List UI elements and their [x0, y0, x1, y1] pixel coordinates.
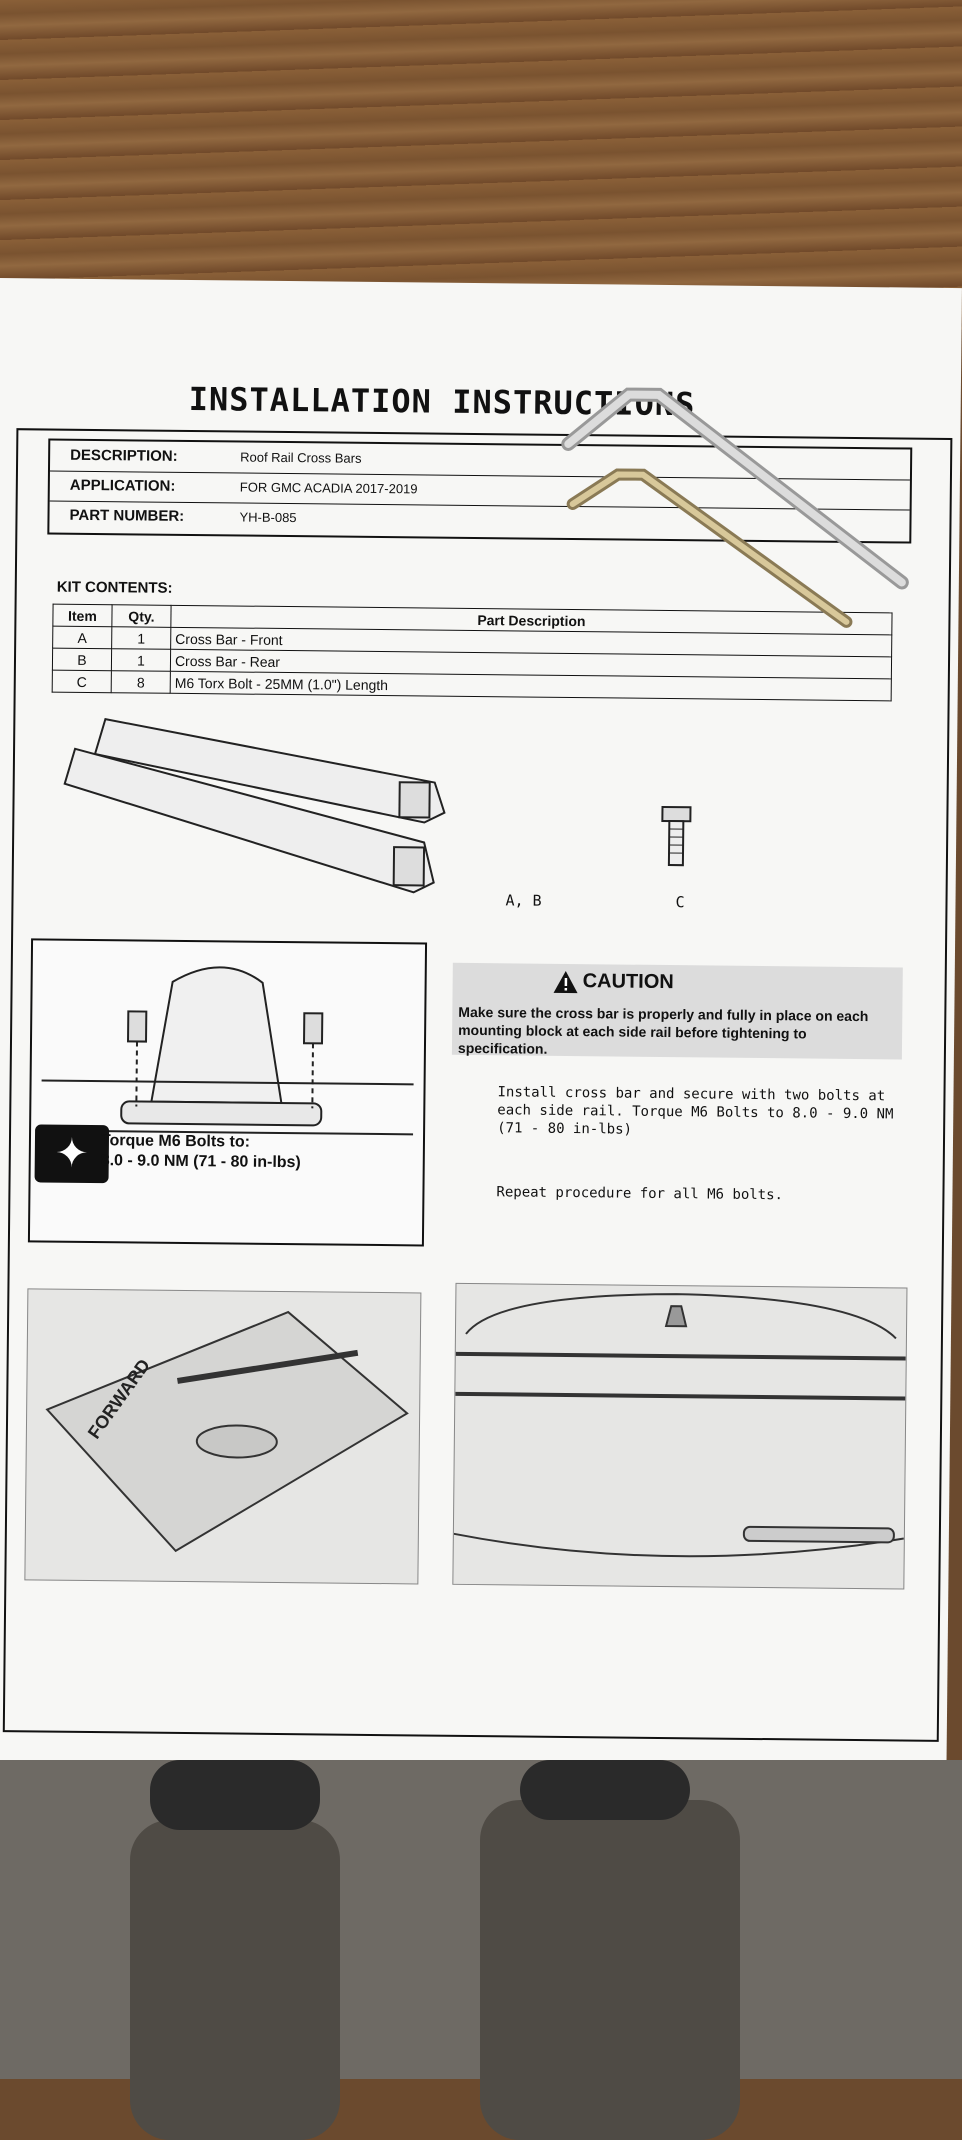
application-value: FOR GMC ACADIA 2017-2019 — [239, 479, 418, 497]
col-qty: Qty. — [112, 605, 171, 628]
torx-bolt-icon — [658, 805, 695, 869]
warning-triangle-icon — [553, 970, 579, 994]
description-value: Roof Rail Cross Bars — [240, 449, 362, 466]
forward-block-photo — [24, 1288, 421, 1584]
left-leg — [130, 1820, 340, 2140]
description-label: DESCRIPTION: — [70, 446, 178, 465]
wrench-torque-icon: ✦ — [35, 1124, 110, 1183]
forward-text: FORWARD — [83, 1355, 155, 1443]
torque-line-1: Torque M6 Bolts to: — [100, 1132, 251, 1151]
part-number-value: YH-B-085 — [239, 509, 297, 526]
desc-cell: Cross Bar - Front — [171, 627, 892, 657]
caution-box — [452, 963, 903, 1060]
col-description: Part Description — [171, 605, 892, 635]
col-item: Item — [53, 604, 112, 627]
label-c: C — [675, 893, 685, 912]
cross-bars-drawing — [53, 709, 475, 923]
vehicle-roof-drawing — [453, 1284, 906, 1589]
item-cell: A — [53, 626, 112, 649]
item-cell: C — [52, 670, 111, 693]
left-shoe — [150, 1760, 320, 1830]
right-leg — [480, 1800, 740, 2140]
floor — [0, 1760, 962, 2079]
mounting-block-drawing — [30, 940, 425, 1244]
qty-cell: 1 — [112, 627, 171, 650]
torque-line-2: 8.0 - 9.0 NM (71 - 80 in-lbs) — [100, 1152, 301, 1172]
caution-text: Make sure the cross bar is properly and fully in place on each mounting block at each side rail before tightening to specification. — [457, 1003, 869, 1057]
label-ab: A, B — [505, 891, 542, 910]
desc-cell: Cross Bar - Rear — [170, 649, 891, 679]
caution-title: CAUTION — [582, 970, 674, 994]
right-shoe — [520, 1760, 690, 1820]
application-label: APPLICATION: — [69, 476, 176, 495]
qty-cell: 1 — [111, 649, 170, 672]
allen-key-icon — [556, 374, 919, 638]
mounting-diagram — [28, 938, 427, 1246]
part-number-label: PART NUMBER: — [69, 506, 185, 525]
torque-spec — [101, 1131, 301, 1173]
desc-cell: M6 Torx Bolt - 25MM (1.0") Length — [170, 671, 891, 701]
qty-cell: 8 — [111, 671, 170, 694]
page-title: INSTALLATION INSTRUCTIONS — [188, 379, 696, 424]
kit-contents-label: KIT CONTENTS: — [56, 578, 173, 597]
item-cell: B — [52, 648, 111, 671]
instruction-sheet — [0, 278, 962, 1788]
install-step: Install cross bar and secure with two bolts at each side rail. Torque M6 Bolts to 8.0 - 9.0 NM (71 - 80 in-lbs) — [497, 1084, 894, 1138]
repeat-step: Repeat procedure for all M6 bolts. — [496, 1184, 784, 1204]
vehicle-roof-photo — [452, 1283, 907, 1590]
forward-block-drawing — [25, 1289, 420, 1583]
